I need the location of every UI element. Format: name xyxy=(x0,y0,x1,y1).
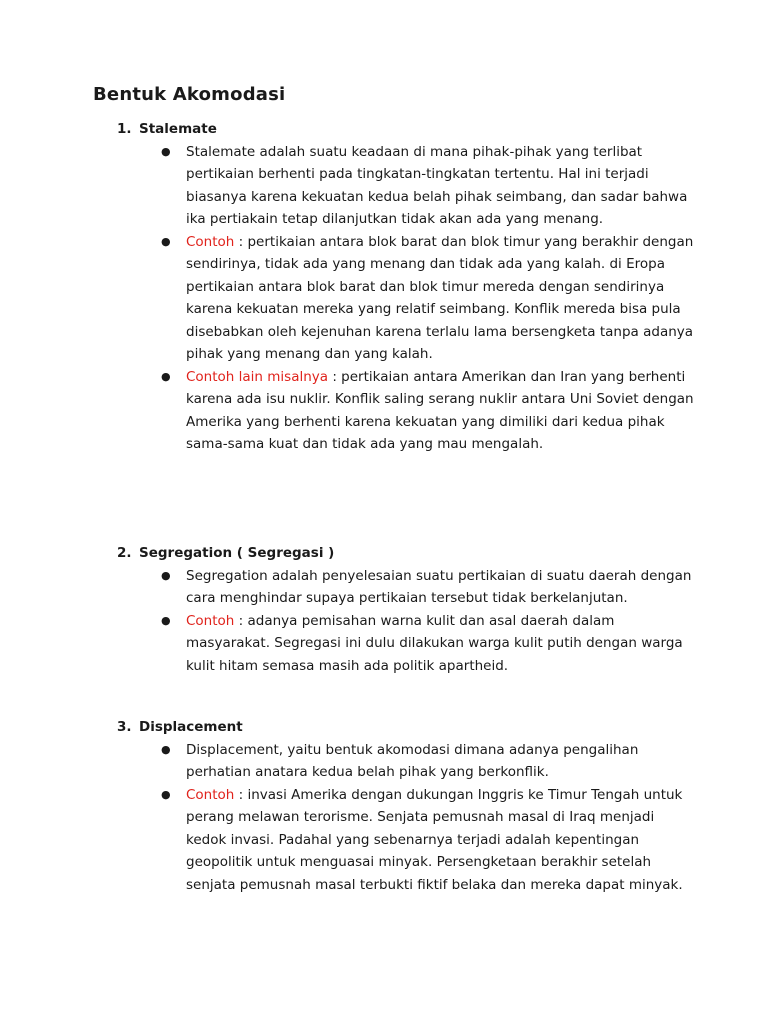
list-item xyxy=(117,366,697,456)
list-item xyxy=(117,565,697,610)
section-heading xyxy=(117,716,697,739)
list-item xyxy=(117,141,697,231)
list-item xyxy=(117,231,697,366)
bullet-text: : invasi Amerika dengan dukungan Inggris ke Timur Tengah untuk perang melawan terorisme. Senjata pemusnah masal di Iraq menjadi kedok invasi. Padahal yang sebenarnya terjadi adalah kepentingan geopolitik untuk menguasai minyak. Persengketaan berakhir setelah senjata pemusnah masal terbukti fiktif belaka dan mereka dapat minyak. xyxy=(186,786,683,893)
bullet-list xyxy=(117,141,697,456)
bullet-icon: ● xyxy=(161,568,171,582)
bullet-icon: ● xyxy=(161,144,171,158)
section-heading xyxy=(117,118,697,141)
section-heading xyxy=(117,542,697,565)
bullet-icon: ● xyxy=(161,234,171,248)
section-title: Segregation ( Segregasi ) xyxy=(139,545,335,561)
section-number: 3. xyxy=(117,719,132,735)
example-label: Contoh lain misalnya xyxy=(186,368,329,385)
bullet-icon: ● xyxy=(161,787,171,801)
bullet-text: Stalemate adalah suatu keadaan di mana pihak-pihak yang terlibat pertikaian berhenti pada tingkatan-tingkatan tertentu. Hal ini terjadi biasanya karena kekuatan kedua belah pihak seimbang, dan sadar bahwa ika pertiakain tetap dilanjutkan tidak akan ada yang menang. xyxy=(186,143,688,227)
bullet-text: Displacement, yaitu bentuk akomodasi dimana adanya pengalihan perhatian anatara kedua belah pihak yang berkonflik. xyxy=(186,741,639,780)
list-item xyxy=(117,784,697,897)
section-segregation xyxy=(117,542,697,677)
example-label: Contoh xyxy=(186,612,235,629)
section-number: 2. xyxy=(117,545,132,561)
example-label: Contoh xyxy=(186,233,235,250)
section-stalemate xyxy=(117,118,697,456)
bullet-list xyxy=(117,565,697,678)
section-displacement xyxy=(117,716,697,896)
list-item xyxy=(117,739,697,784)
section-title: Displacement xyxy=(139,719,243,735)
bullet-icon: ● xyxy=(161,742,171,756)
bullet-text: Segregation adalah penyelesaian suatu pertikaian di suatu daerah dengan cara menghindar supaya pertikaian tersebut tidak berkelanjutan. xyxy=(186,567,692,606)
page-title: Bentuk Akomodasi xyxy=(93,84,286,105)
list-item xyxy=(117,610,697,678)
bullet-text: : pertikaian antara blok barat dan blok timur yang berakhir dengan sendirinya, tidak ada yang menang dan tidak ada yang kalah. di Eropa pertikaian antara blok barat dan blok timur mereda dengan sendirinya karena kekuatan mereka yang relatif seimbang. Konflik mereda bisa pula disebabkan oleh kejenuhan karena terlalu lama bersengketa tanpa adanya pihak yang menang dan yang kalah. xyxy=(186,233,694,362)
bullet-text: : pertikaian antara Amerikan dan Iran yang berhenti karena ada isu nuklir. Konflik saling serang nuklir antara Uni Soviet dengan Amerika yang berhenti karena kekuatan yang dimiliki dari kedua pihak sama-sama kuat dan tidak ada yang mau mengalah. xyxy=(186,368,694,452)
bullet-icon: ● xyxy=(161,369,171,383)
example-label: Contoh xyxy=(186,786,235,803)
bullet-list xyxy=(117,739,697,897)
section-title: Stalemate xyxy=(139,121,217,137)
section-number: 1. xyxy=(117,121,132,137)
bullet-icon: ● xyxy=(161,613,171,627)
bullet-text: : adanya pemisahan warna kulit dan asal daerah dalam masyarakat. Segregasi ini dulu dilakukan warga kulit putih dengan warga kulit hitam semasa masih ada politik apartheid. xyxy=(186,612,683,674)
